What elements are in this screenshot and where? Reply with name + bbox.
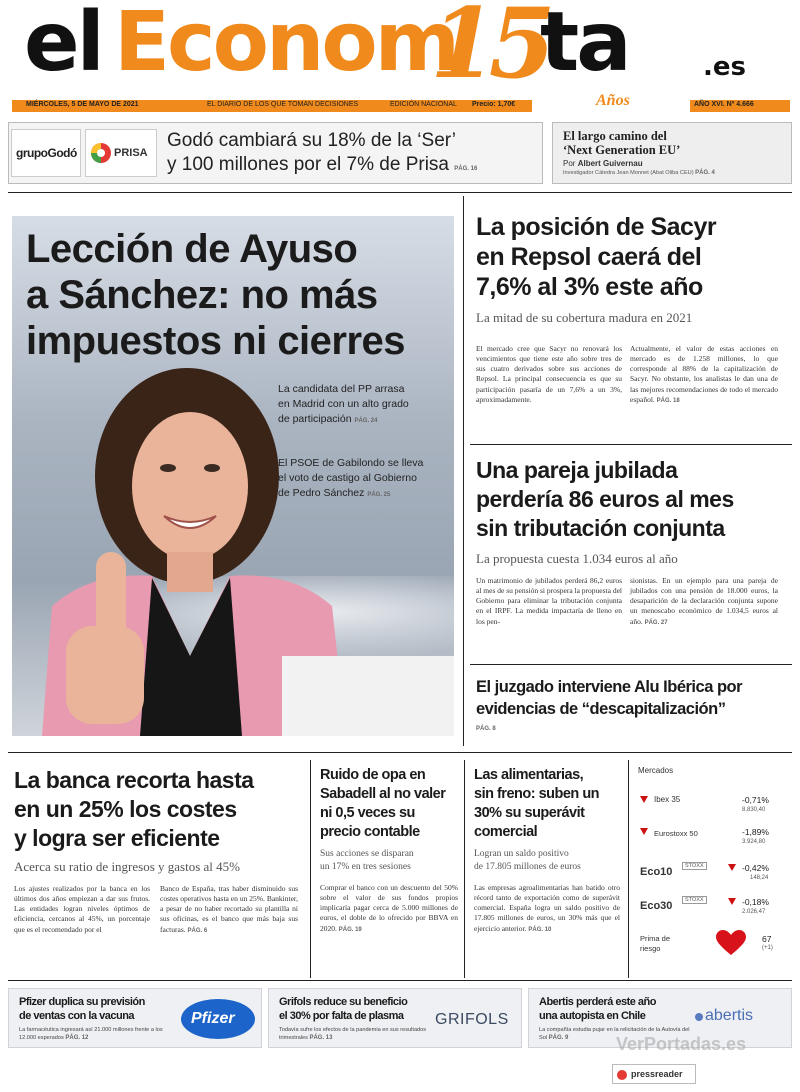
top-banner[interactable]	[8, 122, 543, 184]
issue-strip	[690, 100, 790, 112]
alimentarias-deck-line1: Logran un saldo positivo	[474, 849, 569, 859]
opinion-byline	[563, 159, 643, 168]
promo-pfizer[interactable]	[8, 988, 262, 1048]
promo-body	[279, 1027, 429, 1042]
logo-15: 15	[430, 0, 548, 100]
risk-premium-delta: (+1)	[762, 945, 773, 951]
market-row-eurostoxx[interactable]	[638, 826, 793, 852]
alu-headline-line2: evidencias de “descapitalización”	[476, 700, 726, 718]
lead-sub-1	[278, 382, 409, 429]
date: MIÉRCOLES, 5 DE MAYO DE 2021	[26, 101, 139, 108]
market-pct: -1,89%	[742, 827, 769, 837]
prisa-icon	[90, 142, 112, 164]
alu-page: PÁG. 8	[476, 726, 496, 732]
prisa-logo	[85, 129, 157, 177]
down-arrow-icon	[640, 796, 648, 803]
down-arrow-icon	[728, 864, 736, 871]
market-value: 3.924,80	[742, 839, 766, 845]
alimentarias-headline	[474, 766, 620, 842]
banner-headline-line2: y 100 millones por el 7% de Prisa	[167, 154, 449, 175]
opinion-box[interactable]	[552, 122, 792, 184]
promo-page: PÁG. 9	[548, 1034, 569, 1041]
sabadell-headline	[320, 766, 458, 842]
jubilada-col2	[630, 576, 778, 627]
alu-headline-line1: El juzgado interviene Alu Ibérica por	[476, 678, 743, 696]
sacyr-page: PÁG. 18	[656, 397, 680, 404]
jubilada-headline-line3: sin tributación conjunta	[476, 515, 725, 541]
byline-prefix: Por	[563, 159, 576, 168]
story-jubilada[interactable]	[476, 456, 786, 656]
pfizer-logo	[181, 999, 255, 1039]
godo-logo-text: grupoGodó	[16, 146, 77, 160]
promo-grifols[interactable]	[268, 988, 522, 1048]
banca-headline-line2: en un 25% los costes	[14, 796, 237, 822]
abertis-dot-icon	[695, 1013, 703, 1021]
sacyr-headline-line3: 7,6% al 3% este año	[476, 273, 703, 301]
risk-label-line1: Prima de	[640, 934, 671, 943]
promo-body	[19, 1027, 177, 1042]
alimentarias-headline-line2: sin freno: suben un	[474, 786, 600, 802]
banner-headline	[167, 129, 477, 181]
promo-headline-line2: el 30% por falta de plasma	[279, 1010, 404, 1022]
market-pct: -0,42%	[742, 863, 769, 873]
alimentarias-body-text: Las empresas agroalimentarias han batido otro récord tanto de exportación como de superávit comercial. España logra un saldo positivo de 17.805 millones de euros, un 30% más que el ejercicio anterior.	[474, 883, 620, 933]
logo-econom: Econom	[114, 0, 458, 90]
market-value: 2.026,47	[742, 909, 766, 915]
promo-headline-line2: una autopista en Chile	[539, 1010, 646, 1022]
godo-logo	[11, 129, 81, 177]
logo-es: .es	[703, 52, 746, 82]
banca-headline-line1: La banca recorta hasta	[14, 767, 254, 793]
banca-headline	[14, 766, 304, 853]
date-strip	[12, 100, 532, 112]
banca-deck: Acerca su ratio de ingresos y gastos al 45%	[14, 859, 240, 874]
sacyr-headline-line2: en Repsol caerá del	[476, 243, 702, 271]
promo-headline-line2: de ventas con la vacuna	[19, 1010, 135, 1022]
jubilada-page: PÁG. 27	[644, 619, 668, 626]
pfizer-logo-text: Pfizer	[191, 1010, 235, 1027]
opinion-title-line2: ‘Next Generation EU’	[563, 143, 681, 157]
sabadell-deck-line1: Sus acciones se disparan	[320, 849, 414, 859]
sabadell-page: PÁG. 19	[338, 926, 362, 933]
market-row-eco10[interactable]	[638, 862, 793, 888]
banner-page: PÁG. 16	[454, 166, 478, 172]
promo-body-text: La farmacéutica ingresará así 21.000 millones frente a los 12.000 esperados	[19, 1027, 163, 1041]
promo-headline	[539, 995, 656, 1023]
promo-page: PÁG. 13	[309, 1034, 333, 1041]
lead-story[interactable]	[12, 216, 454, 736]
sabadell-headline-line3: ni 0,5 veces su	[320, 805, 415, 821]
prisa-logo-text: PRISA	[114, 147, 148, 159]
alimentarias-page: PÁG. 10	[528, 926, 552, 933]
alimentarias-headline-line1: Las alimentarias,	[474, 767, 584, 783]
jubilada-headline-line1: Una pareja jubilada	[476, 457, 678, 483]
risk-label-line2: riesgo	[640, 944, 661, 953]
opinion-credit-text: Investigador Cátedra Jean Monnet (Abat Oliba CEU)	[563, 170, 694, 176]
logo-anos: Años	[596, 92, 630, 109]
banca-col2-text: Banco de España, tras haber disminuido sus costes operativos hasta en un 25%. Bankinter, a pesar de no haber recortado su plantilla ni sus oficinas, es el banco que más baja sus facturas.	[160, 884, 298, 934]
banca-headline-line3: y logra ser eficiente	[14, 825, 220, 851]
divider	[470, 444, 792, 445]
jubilada-col1: Un matrimonio de jubilados perderá 86,2 euros al mes de su pensión si prospera la propuesta del Gobierno para eliminar la tributación conjunta en el IRPF. La medida impactaría de lleno en los pen-	[476, 576, 623, 626]
risk-premium-label	[640, 934, 670, 954]
logo-ta: ta	[540, 0, 629, 90]
divider	[310, 760, 311, 978]
sabadell-headline-line4: precio contable	[320, 824, 420, 840]
sacyr-headline-line1: La posición de Sacyr	[476, 213, 717, 241]
sabadell-deck-line2: un 17% en tres sesiones	[320, 861, 411, 872]
alimentarias-headline-line4: comercial	[474, 824, 538, 840]
stoxx-tag: STOXX	[682, 896, 707, 904]
tagline: EL DIARIO DE LOS QUE TOMAN DECISIONES	[207, 101, 359, 108]
market-pct: -0,71%	[742, 795, 769, 805]
grifols-logo: GRIFOLS	[435, 1011, 509, 1028]
divider	[8, 752, 792, 753]
market-name: Eurostoxx 50	[654, 829, 698, 838]
market-name: Eco30	[640, 900, 673, 912]
down-arrow-icon	[728, 898, 736, 905]
jubilada-headline	[476, 456, 786, 543]
lead-sub2-page: PÁG. 25	[367, 492, 391, 498]
lead-headline-line2: a Sánchez: no más	[26, 273, 378, 317]
pressreader-icon	[617, 1070, 627, 1080]
lead-sub1-line3: de participación	[278, 413, 352, 425]
abertis-logo: abertis	[705, 1007, 754, 1024]
divider	[464, 760, 465, 978]
markets-panel[interactable]	[638, 766, 792, 976]
promo-body-text: Todavía sufre los efectos de la pandemia en sus resultados trimestrales	[279, 1027, 427, 1041]
banca-page: PÁG. 6	[187, 927, 208, 934]
sacyr-col2-text: Actualmente, el valor de estas acciones en mercado es de 1.258 millones, lo que corresponde al 88% de la capitalización de Sacyr. No obstante, los analistas le dan una de las mejores recomendaciones de todo el mercado español.	[630, 344, 778, 404]
promo-headline-line1: Pfizer duplica su previsión	[19, 996, 145, 1008]
down-arrow-icon	[640, 828, 648, 835]
price: Precio: 1,70€	[472, 101, 516, 108]
sabadell-body-text: Comprar el banco con un descuento del 50% sobre el valor de sus fondos propios implicaría pagar cerca de 5.000 millones de euros, el doble de lo ofrecido por BBVA en 2020.	[320, 883, 458, 933]
jubilada-deck: La propuesta cuesta 1.034 euros al año	[476, 551, 678, 566]
sabadell-headline-line1: Ruido de opa en	[320, 767, 426, 783]
alimentarias-headline-line3: 30% su superávit	[474, 805, 585, 821]
lead-sub1-line2: en Madrid con un alto grado	[278, 398, 409, 410]
market-name: Ibex 35	[654, 795, 681, 804]
story-alimentarias[interactable]	[474, 766, 620, 976]
opinion-credit	[563, 170, 715, 176]
divider	[628, 760, 629, 978]
banner-headline-line1: Godó cambiará su 18% de la ‘Ser’	[167, 130, 457, 151]
markets-title: Mercados	[638, 766, 674, 775]
lead-sub1-page: PÁG. 24	[354, 418, 378, 424]
story-sacyr[interactable]	[476, 212, 786, 438]
promo-headline	[19, 995, 145, 1023]
logo-el: el	[24, 0, 102, 90]
edition: EDICIÓN NACIONAL	[390, 101, 457, 108]
opinion-title-line1: El largo camino del	[563, 129, 667, 143]
alimentarias-deck	[474, 848, 620, 873]
lead-sub-2	[278, 456, 423, 503]
risk-premium-value: 67	[762, 934, 772, 944]
story-banca[interactable]	[14, 766, 304, 976]
market-row-eco30[interactable]	[638, 896, 793, 922]
sacyr-deck: La mitad de su cobertura madura en 2021	[476, 310, 693, 325]
alimentarias-body	[474, 883, 620, 934]
market-name: Eco10	[640, 866, 673, 878]
lead-headline-line3: impuestos ni cierres	[26, 319, 406, 363]
story-sabadell[interactable]	[320, 766, 458, 976]
heart-icon	[716, 930, 746, 956]
lead-sub1-line1: La candidata del PP arrasa	[278, 383, 405, 395]
lead-sub2-line3: de Pedro Sánchez	[278, 487, 365, 499]
promo-headline	[279, 995, 407, 1023]
divider	[463, 196, 464, 746]
pressreader-text: pressreader	[631, 1069, 683, 1079]
watermark: VerPortadas.es	[616, 1034, 747, 1054]
banca-col1: Los ajustes realizados por la banca en los últimos dos años empiezan a dar sus frutos. Las entidades logran niveles óptimos de eficiencia, cercanos al 45%, un porcentaje que es el recomendado por el	[14, 884, 150, 934]
market-value: 8.830,40	[742, 807, 766, 813]
alimentarias-deck-line2: de 17.805 millones de euros	[474, 861, 581, 872]
opinion-title	[563, 129, 680, 157]
divider	[470, 664, 792, 665]
sacyr-headline	[476, 212, 786, 302]
sabadell-body	[320, 883, 458, 934]
story-alu[interactable]	[476, 676, 788, 742]
sacyr-col2	[630, 344, 778, 405]
issue-number: AÑO XVI. Nº 4.666	[694, 101, 754, 108]
jubilada-col2-text: sionistas. En un ejemplo para una pareja de jubilados con una pensión de 18.000 euros, la desaparición de la declaración conjunta supone un menoscabo económico de 1.034,5 euros al año.	[630, 576, 778, 626]
sabadell-deck	[320, 848, 458, 873]
alu-headline	[476, 676, 788, 720]
market-row-ibex[interactable]	[638, 794, 793, 820]
sacyr-col1: El mercado cree que Sacyr no renovará los vencimientos que tiene este año sobre tres de sus cuatro derivados sobre sus acciones de Repsol. La principal consecuencia es que su participación pasaría de un 7,6% a un 3%, aproximadamente.	[476, 344, 622, 404]
promo-body-text: La compañía estudia pujar en la relicitación de la Autovía del Sol	[539, 1027, 690, 1041]
promo-page: PÁG. 12	[65, 1034, 89, 1041]
promo-headline-line1: Grifols reduce su beneficio	[279, 996, 408, 1008]
stoxx-tag: STOXX	[682, 862, 707, 870]
pressreader-badge[interactable]	[612, 1064, 696, 1084]
promo-headline-line1: Abertis perderá este año	[539, 996, 656, 1008]
market-value: 148,24	[750, 875, 769, 881]
divider	[8, 980, 792, 981]
sabadell-headline-line2: Sabadell al no valer	[320, 786, 446, 802]
lead-sub2-line1: El PSOE de Gabilondo se lleva	[278, 457, 424, 469]
lead-sub2-line2: el voto de castigo al Gobierno	[278, 472, 417, 484]
opinion-author: Albert Guivernau	[577, 159, 643, 168]
divider	[8, 192, 792, 193]
lead-headline	[26, 226, 405, 364]
market-pct: -0,18%	[742, 897, 769, 907]
lead-headline-line1: Lección de Ayuso	[26, 227, 358, 271]
banca-col2	[160, 884, 298, 935]
jubilada-headline-line2: perdería 86 euros al mes	[476, 486, 734, 512]
opinion-page: PÁG. 4	[695, 170, 715, 176]
